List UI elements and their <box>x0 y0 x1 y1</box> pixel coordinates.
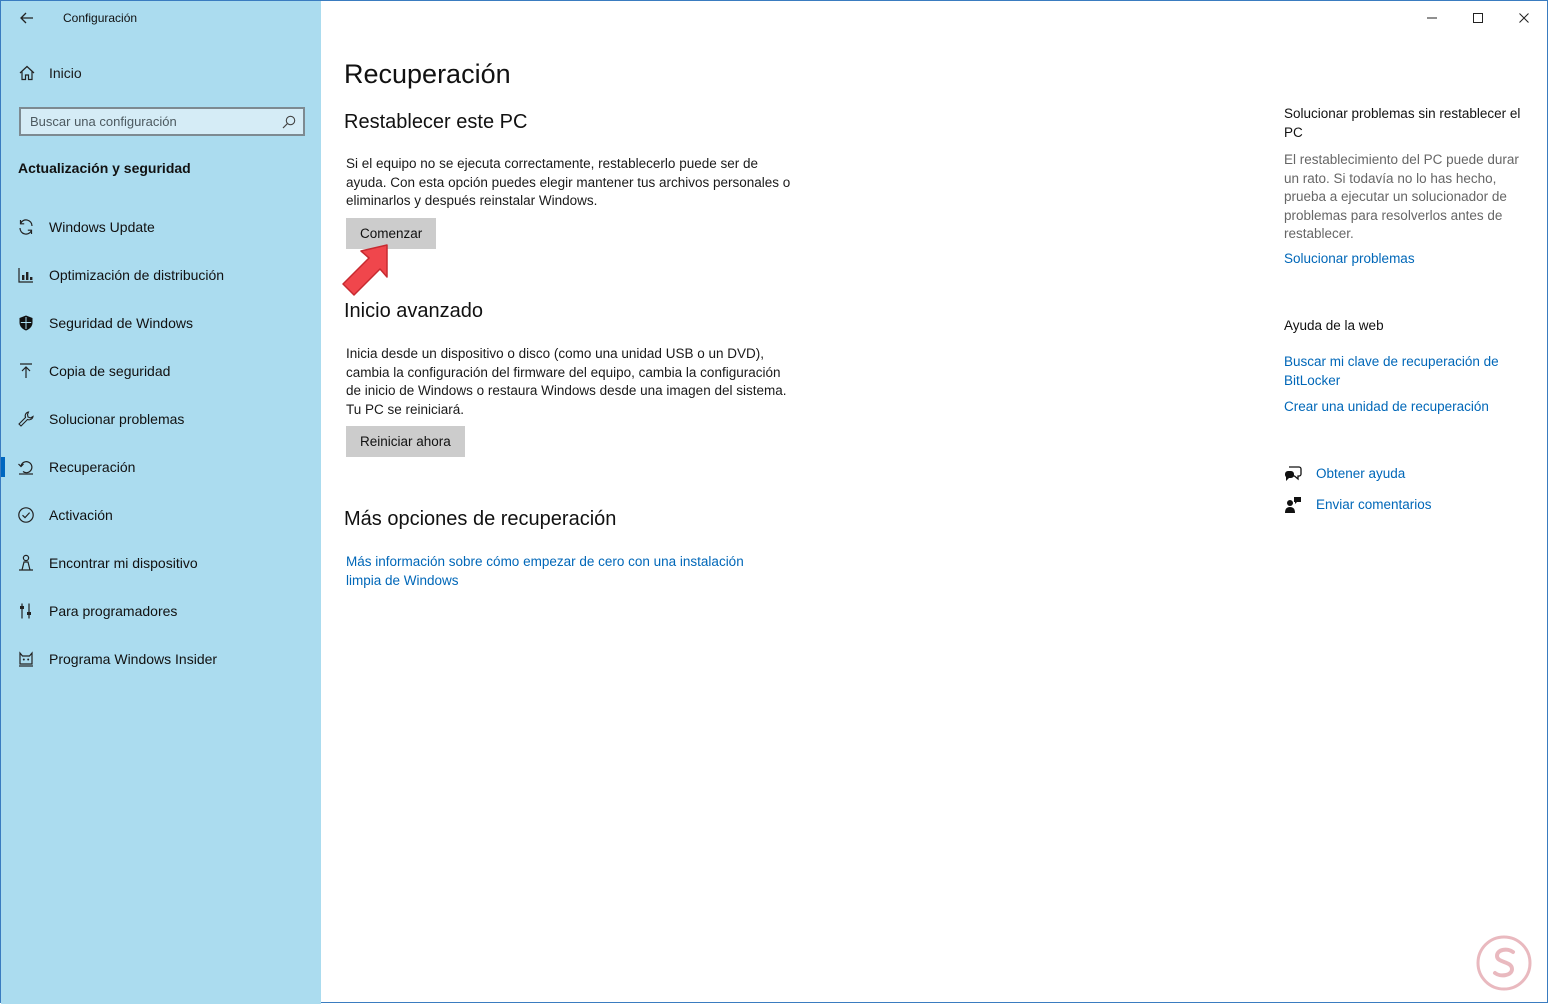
search-box <box>19 107 305 136</box>
sidebar-item-label: Windows Update <box>49 219 155 235</box>
search-icon[interactable] <box>281 114 297 130</box>
back-button[interactable] <box>15 7 39 29</box>
search-input[interactable] <box>21 108 281 135</box>
recovery-icon <box>17 458 35 476</box>
sidebar-item-label: Encontrar mi dispositivo <box>49 555 198 571</box>
sidebar-item-backup[interactable] <box>1 347 321 395</box>
sidebar-item-recovery[interactable] <box>1 443 321 491</box>
advanced-startup-heading: Inicio avanzado <box>344 300 483 322</box>
pointer-arrow-icon <box>339 241 393 299</box>
sidebar-section-title: Actualización y seguridad <box>18 160 191 176</box>
sidebar-item-delivery-optimization[interactable] <box>1 251 321 299</box>
home-icon <box>17 63 37 83</box>
sidebar-item-label: Activación <box>49 507 113 523</box>
watermark-logo-icon <box>1475 934 1533 992</box>
sidebar-item-developers[interactable] <box>1 587 321 635</box>
wrench-icon <box>17 410 35 428</box>
home-nav[interactable] <box>17 63 82 83</box>
refresh-icon <box>17 218 35 236</box>
more-recovery-options-heading: Más opciones de recuperación <box>344 508 617 530</box>
web-help-heading: Ayuda de la web <box>1284 318 1384 333</box>
back-arrow-icon <box>20 12 34 24</box>
sidebar-item-label: Copia de seguridad <box>49 363 171 379</box>
developer-sliders-icon <box>17 602 35 620</box>
maximize-icon <box>1472 12 1484 24</box>
close-icon <box>1518 12 1530 24</box>
minimize-button[interactable] <box>1409 1 1455 35</box>
home-label: Inicio <box>49 65 82 81</box>
advanced-startup-description: Inicia desde un dispositivo o disco (como una unidad USB o un DVD), cambia la configuración del firmware del equipo, cambia la configuración de inicio de Windows o restaura Windows desde una imagen del sistema. Tu PC se reiniciará. <box>346 346 787 417</box>
sidebar-item-windows-update[interactable] <box>1 203 321 251</box>
check-circle-icon <box>17 506 35 524</box>
recovery-drive-link[interactable]: Crear una unidad de recuperación <box>1284 399 1489 414</box>
restart-now-button[interactable]: Reiniciar ahora <box>346 426 465 457</box>
troubleshoot-link[interactable]: Solucionar problemas <box>1284 251 1415 266</box>
person-pin-icon <box>17 554 35 572</box>
sidebar-item-troubleshoot[interactable] <box>1 395 321 443</box>
troubleshoot-text: El restablecimiento del PC puede durar un rato. Si todavía no lo has hecho, prueba a ejecutar un solucionador de problemas para resolverlos antes de restablecer. <box>1284 152 1519 241</box>
get-help-row[interactable] <box>1284 465 1548 484</box>
sidebar-item-label: Programa Windows Insider <box>49 651 218 667</box>
maximize-button[interactable] <box>1455 1 1501 35</box>
app-title: Configuración <box>63 11 138 25</box>
reset-pc-description: Si el equipo no se ejecuta correctamente, restablecerlo puede ser de ayuda. Con esta opción puedes elegir mantener tus archivos personales o eliminarlos y después reinstalar Windows. <box>346 156 791 208</box>
sidebar-item-label: Seguridad de Windows <box>49 315 193 331</box>
page-title: Recuperación <box>344 59 511 89</box>
reset-pc-heading: Restablecer este PC <box>344 111 528 133</box>
insider-cat-icon <box>17 650 35 668</box>
bitlocker-key-link[interactable]: Buscar mi clave de recuperación de BitLocker <box>1284 354 1499 388</box>
sidebar-item-windows-insider[interactable] <box>1 635 321 683</box>
delivery-optimization-icon <box>17 266 35 284</box>
sidebar-item-find-my-device[interactable] <box>1 539 321 587</box>
backup-arrow-icon <box>17 362 35 380</box>
fresh-start-link[interactable]: Más información sobre cómo empezar de cero con una instalación limpia de Windows <box>346 554 744 588</box>
sidebar-item-label: Optimización de distribución <box>49 267 225 283</box>
send-feedback-row[interactable] <box>1284 496 1548 515</box>
get-started-button[interactable]: Comenzar <box>346 218 436 249</box>
feedback-person-icon <box>1284 496 1302 514</box>
sidebar-item-label: Para programadores <box>49 603 178 619</box>
window-controls <box>1409 1 1547 35</box>
get-help-link[interactable]: Obtener ayuda <box>1316 466 1406 481</box>
close-button[interactable] <box>1501 1 1547 35</box>
shield-icon <box>17 314 35 332</box>
send-feedback-link[interactable]: Enviar comentarios <box>1316 497 1432 512</box>
sidebar-item-windows-security[interactable] <box>1 299 321 347</box>
sidebar <box>1 1 321 1004</box>
sidebar-item-label: Recuperación <box>49 459 136 475</box>
sidebar-item-label: Solucionar problemas <box>49 411 185 427</box>
sidebar-nav <box>1 203 321 683</box>
troubleshoot-heading: Solucionar problemas sin restablecer el PC <box>1284 106 1521 140</box>
sidebar-item-activation[interactable] <box>1 491 321 539</box>
minimize-icon <box>1426 12 1438 24</box>
chat-help-icon <box>1284 465 1302 483</box>
